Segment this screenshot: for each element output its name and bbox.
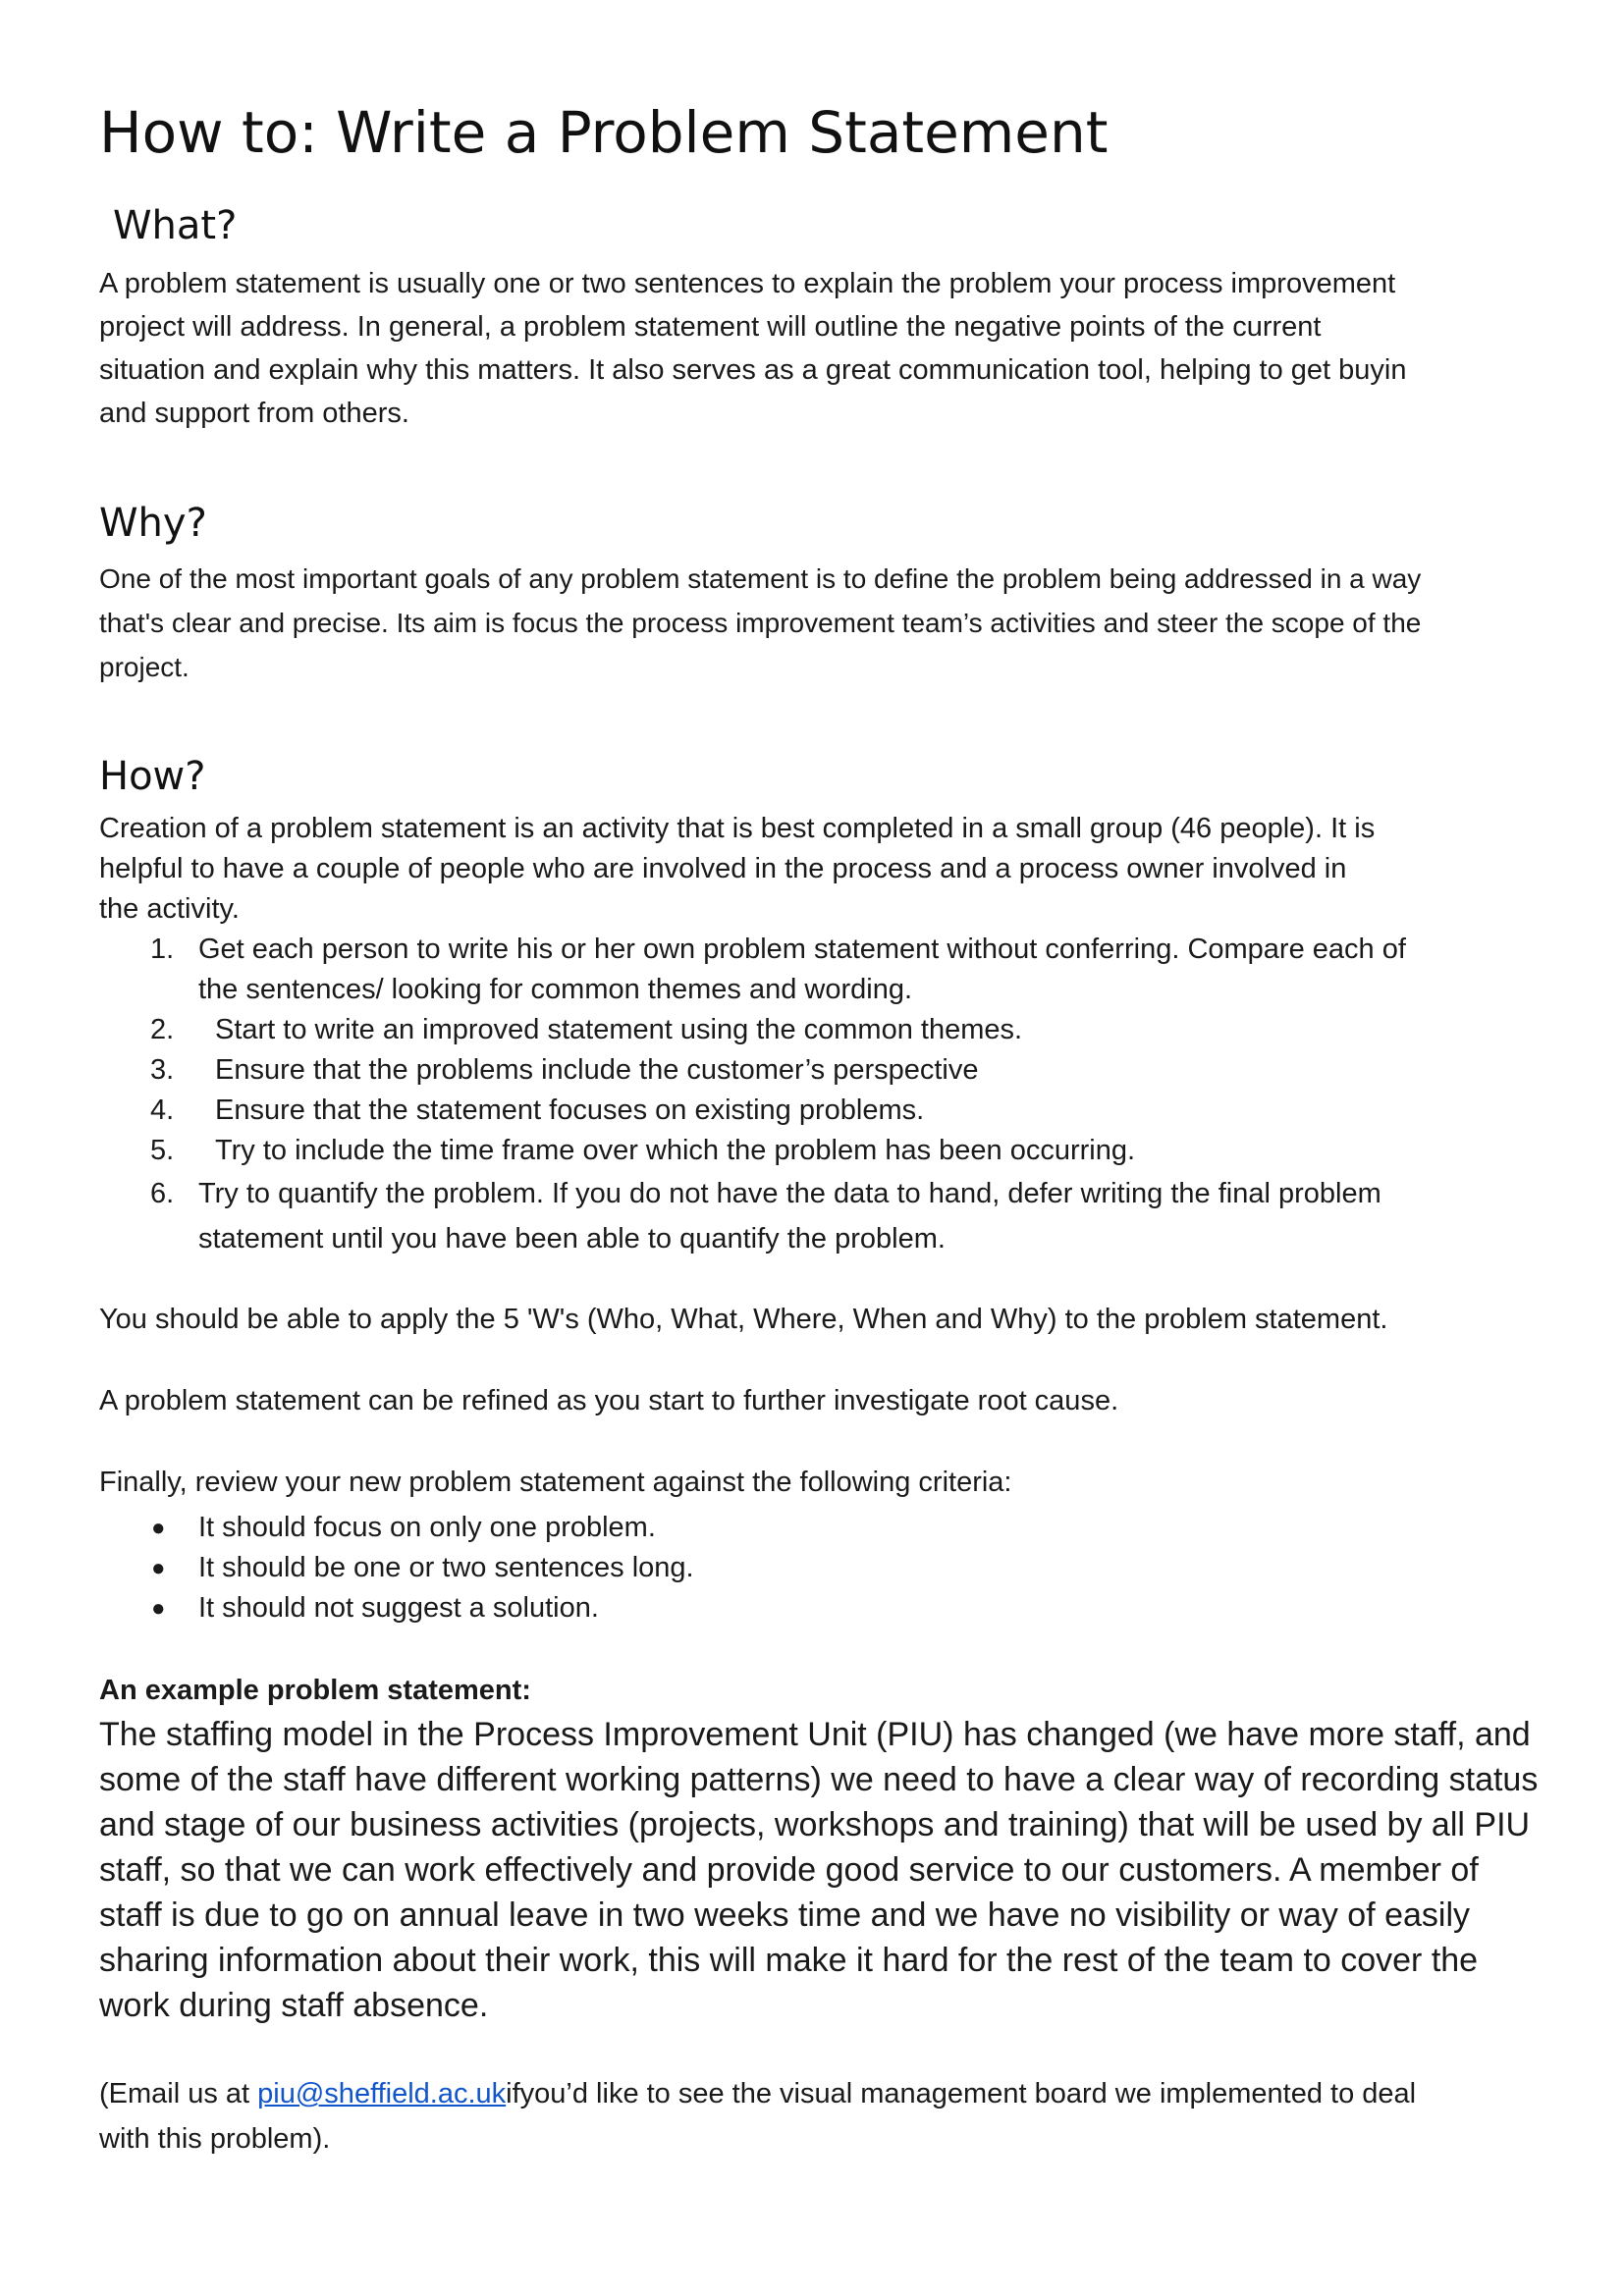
step-number: 4. bbox=[150, 1095, 175, 1126]
step-number: 5. bbox=[150, 1135, 175, 1166]
criteria-text: It should not suggest a solution. bbox=[198, 1592, 599, 1624]
email-link[interactable]: piu@sheffield.ac.uk bbox=[257, 2078, 507, 2109]
criteria-text: It should focus on only one problem. bbox=[198, 1512, 656, 1543]
example-line: some of the staff have different working patterns) we need to have a clear way of recording status bbox=[99, 1761, 1539, 1798]
criteria-intro: Finally, review your new problem statement against the following criteria: bbox=[99, 1467, 1012, 1498]
list-item bbox=[99, 1050, 1406, 1091]
paragraph-line: that's clear and precise. Its aim is focus the process improvement team’s activities and steer the scope of the bbox=[99, 608, 1422, 638]
what-paragraph bbox=[99, 262, 1533, 435]
step-text: Start to write an improved statement using the common themes. bbox=[215, 1014, 1023, 1045]
contact-paragraph bbox=[99, 2071, 1533, 2162]
why-paragraph bbox=[99, 557, 1533, 689]
paragraph-line: project. bbox=[99, 652, 189, 682]
step-text: Ensure that the statement focuses on existing problems. bbox=[215, 1095, 925, 1126]
step-text: Try to include the time frame over which the problem has been occurring. bbox=[215, 1135, 1136, 1166]
paragraph-line: Creation of a problem statement is an activity that is best completed in a small group (46 people). It is bbox=[99, 813, 1376, 844]
criteria-text: It should be one or two sentences long. bbox=[198, 1552, 694, 1583]
list-item bbox=[99, 1548, 694, 1588]
paragraph-line: the activity. bbox=[99, 893, 240, 925]
list-item bbox=[99, 930, 1406, 1010]
page-title: How to: Write a Problem Statement bbox=[99, 99, 1109, 166]
list-item bbox=[99, 1091, 1406, 1131]
list-item bbox=[99, 1131, 1406, 1171]
why-heading: Why? bbox=[99, 501, 207, 546]
example-line: sharing information about their work, this will make it hard for the rest of the team to cover the bbox=[99, 1942, 1479, 1979]
list-item bbox=[99, 1010, 1406, 1050]
example-paragraph bbox=[99, 1712, 1552, 2028]
step-text: the sentences/ looking for common themes and wording. bbox=[198, 974, 913, 1005]
step-number: 2. bbox=[150, 1014, 175, 1045]
step-text: Ensure that the problems include the customer’s perspective bbox=[215, 1054, 979, 1086]
paragraph-line: A problem statement is usually one or two sentences to explain the problem your process improvement bbox=[99, 268, 1396, 299]
what-heading: What? bbox=[113, 203, 238, 248]
paragraph-line: project will address. In general, a problem statement will outline the negative points of the current bbox=[99, 311, 1322, 343]
example-line: The staffing model in the Process Improvement Unit (PIU) has changed (we have more staff, and bbox=[99, 1716, 1531, 1753]
step-text: Try to quantify the problem. If you do not have the data to hand, defer writing the final problem bbox=[198, 1178, 1381, 1209]
paragraph-line: situation and explain why this matters. It also serves as a great communication tool, helping to get buyin bbox=[99, 354, 1407, 386]
step-number: 3. bbox=[150, 1054, 175, 1086]
bullet-icon: ● bbox=[151, 1595, 166, 1622]
bullet-icon: ● bbox=[151, 1555, 166, 1581]
example-label: An example problem statement: bbox=[99, 1675, 531, 1706]
five-ws-text: You should be able to apply the 5 'W's (Who, What, Where, When and Why) to the problem statement. bbox=[99, 1304, 1388, 1335]
how-paragraph bbox=[99, 809, 1533, 930]
paragraph-line: and support from others. bbox=[99, 398, 409, 429]
list-item bbox=[99, 1508, 694, 1548]
criteria-list bbox=[99, 1508, 694, 1629]
steps-list bbox=[99, 930, 1406, 1261]
step-text: statement until you have been able to quantify the problem. bbox=[198, 1223, 946, 1255]
step-number: 6. bbox=[150, 1178, 175, 1209]
step-text: Get each person to write his or her own problem statement without conferring. Compare each of bbox=[198, 934, 1406, 965]
bullet-icon: ● bbox=[151, 1515, 166, 1541]
contact-suffix: ifyou’d like to see the visual management board we implemented to deal bbox=[506, 2078, 1417, 2109]
example-line: staff is due to go on annual leave in two weeks time and we have no visibility or way of easily bbox=[99, 1896, 1471, 1934]
example-line: work during staff absence. bbox=[99, 1987, 489, 2024]
example-line: staff, so that we can work effectively and provide good service to our customers. A member of bbox=[99, 1851, 1479, 1889]
paragraph-line: One of the most important goals of any problem statement is to define the problem being addressed in a way bbox=[99, 563, 1422, 594]
contact-line-2: with this problem). bbox=[99, 2123, 331, 2155]
list-item bbox=[99, 1171, 1406, 1261]
contact-prefix: (Email us at bbox=[99, 2078, 258, 2109]
refine-text: A problem statement can be refined as you start to further investigate root cause. bbox=[99, 1385, 1119, 1416]
example-line: and stage of our business activities (projects, workshops and training) that will be used by all PIU bbox=[99, 1806, 1531, 1843]
paragraph-line: helpful to have a couple of people who are involved in the process and a process owner involved in bbox=[99, 853, 1347, 884]
step-number: 1. bbox=[150, 934, 175, 965]
list-item bbox=[99, 1588, 694, 1629]
how-heading: How? bbox=[99, 754, 206, 799]
